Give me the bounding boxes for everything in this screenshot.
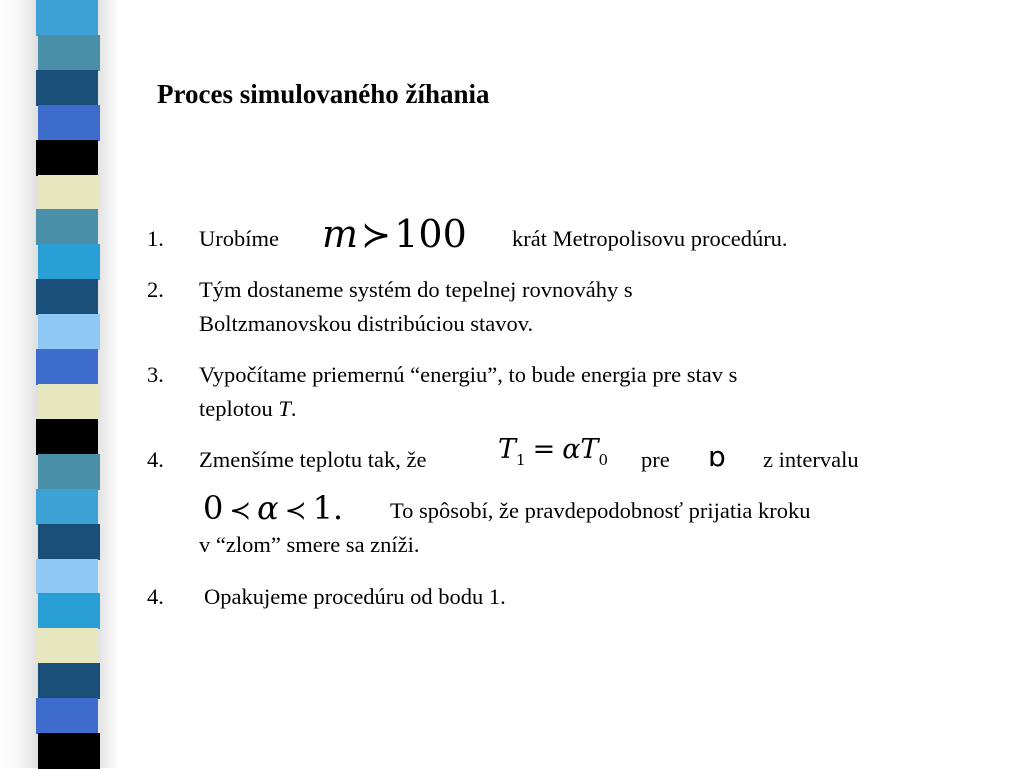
item-1-text-after: krát Metropolisovu procedúru. <box>512 226 788 251</box>
range-prec-1: ≺ <box>229 496 252 526</box>
item-3-number: 3. <box>147 362 164 387</box>
item-3-line-2-suffix: . <box>290 396 297 421</box>
item-1-formula <box>322 212 467 256</box>
formula-succ: ≻ <box>361 215 392 256</box>
item-1-number: 1. <box>147 226 164 251</box>
stripe-segment <box>38 593 100 629</box>
stripe-segment <box>36 209 98 245</box>
stripe-segment <box>38 105 100 141</box>
item-4-text-after: z intervalu <box>763 447 859 472</box>
stripe-segment <box>38 175 100 211</box>
item-4-pre: pre <box>641 447 670 472</box>
formula-100: 100 <box>394 212 467 256</box>
eq-sub-1: 1 <box>516 451 526 469</box>
stripe-segment <box>36 489 98 525</box>
item-2-line-2: Boltzmanovskou distribúciou stavov. <box>199 311 534 336</box>
item-4-cont-2: v “zlom” smere sa zníži. <box>199 532 420 557</box>
stripe-segment <box>38 524 100 560</box>
stripe-segment <box>36 559 98 595</box>
range-0: 0 <box>203 489 224 527</box>
item-4-equation <box>498 434 608 469</box>
item-2-line-1: Tým dostaneme systém do tepelnej rovnováhy s <box>199 277 633 302</box>
eq-T1: T <box>498 434 517 465</box>
stripe-segment <box>36 140 98 176</box>
eq-equals: = <box>532 434 556 465</box>
item-4-cont-1: To spôsobí, že pravdepodobnosť prijatia kroku <box>390 498 811 523</box>
stripe-segment <box>36 279 98 315</box>
item-5-text: Opakujeme procedúru od bodu 1. <box>204 584 506 609</box>
range-1: 1. <box>312 489 344 527</box>
item-4-number: 4. <box>147 447 164 472</box>
item-3-line-2-prefix: teplotou <box>199 396 279 421</box>
item-5-number: 4. <box>147 584 164 609</box>
item-4-range <box>203 489 343 527</box>
stripe-segment <box>36 419 98 455</box>
stripe-segment <box>38 244 100 280</box>
stripe-segment <box>36 349 98 385</box>
range-alpha: α <box>257 489 279 527</box>
eq-T0: T <box>580 434 599 465</box>
stripe-segment <box>38 663 100 699</box>
stripe-segment <box>36 70 98 106</box>
item-1-text-before: Urobíme <box>199 226 279 251</box>
alpha-symbol: ɒ <box>708 440 726 473</box>
stripe-segment <box>38 314 100 350</box>
stripe-segment <box>38 35 100 71</box>
eq-alpha: α <box>562 434 581 465</box>
stripe-segment <box>36 628 98 664</box>
slide-title: Proces simulovaného žíhania <box>157 79 490 109</box>
formula-m: m <box>322 212 359 256</box>
item-3-line-2 <box>199 396 297 422</box>
item-3-line-1: Vypočítame priemernú “energiu”, to bude energia pre stav s <box>199 362 738 387</box>
item-3-var-T: T <box>278 396 291 421</box>
decorative-stripe <box>36 0 98 768</box>
stripe-segment <box>38 733 100 769</box>
eq-sub-0: 0 <box>598 451 608 469</box>
item-2-number: 2. <box>147 277 164 302</box>
item-4-text-before: Zmenšíme teplotu tak, že <box>199 447 427 472</box>
stripe-segment <box>36 698 98 734</box>
stripe-segment <box>38 454 100 490</box>
stripe-segment <box>38 384 100 420</box>
range-prec-2: ≺ <box>284 496 307 526</box>
stripe-segment <box>36 0 98 36</box>
